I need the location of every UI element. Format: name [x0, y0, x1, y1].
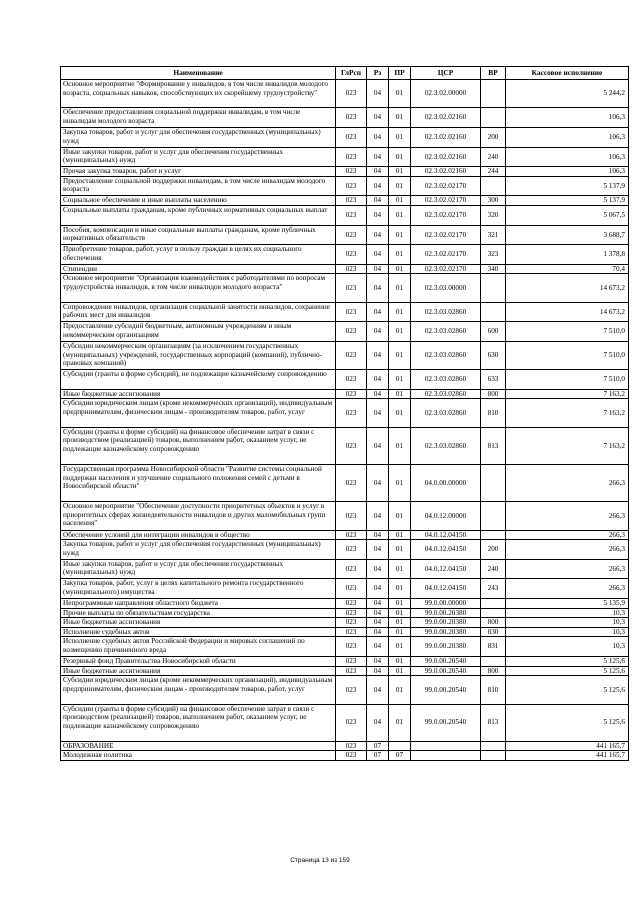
cell-amount: 441 165,7 [506, 741, 629, 751]
cell-glrsp: 023 [336, 627, 367, 637]
cell-name: Непрограммные направления областного бюджета [61, 599, 336, 609]
cell-name: Иные закупки товаров, работ и услуг для обеспечения государственных (муниципальных) нужд [61, 559, 336, 579]
cell-name: Пособия, компенсации и иные социальные выплаты гражданам, кроме публичных нормативных обязательств [61, 225, 336, 245]
cell-pr: 01 [389, 80, 411, 108]
cell-name: Основное мероприятие "Формирование у инвалидов, в том числе инвалидов молодого возраста, социальных навыков, способствующих их скорейшему трудоустройству" [61, 80, 336, 108]
cell-name: Закупка товаров, работ и услуг для обеспечения государственных (муниципальных) нужд [61, 127, 336, 147]
table-row [61, 540, 629, 560]
cell-glrsp: 023 [336, 176, 367, 196]
header-rz: Рз [367, 67, 389, 80]
cell-rz: 04 [367, 502, 389, 530]
cell-name: Иные бюджетные ассигнования [61, 618, 336, 628]
cell-glrsp: 023 [336, 225, 367, 245]
cell-glrsp: 023 [336, 579, 367, 599]
cell-name: Основное мероприятие "Обеспечение доступности приоритетных объектов и услуг в приоритетных сферах жизнедеятельности инвалидов и других маломобильных групп населения" [61, 502, 336, 530]
cell-csr: 02.3.02.02160 [411, 147, 481, 167]
cell-csr: 02.3.02.02170 [411, 225, 481, 245]
table-row [61, 399, 629, 427]
table-row [61, 608, 629, 618]
cell-name: Предоставление субсидий бюджетным, автономным учреждениям и иным некоммерческим организациям [61, 322, 336, 342]
cell-amount: 5 244,2 [506, 80, 629, 108]
cell-glrsp: 023 [336, 389, 367, 399]
cell-glrsp: 023 [336, 264, 367, 274]
cell-rz: 04 [367, 322, 389, 342]
cell-amount: 7 163,2 [506, 389, 629, 399]
cell-pr: 01 [389, 704, 411, 741]
cell-csr [411, 751, 481, 761]
cell-pr: 01 [389, 502, 411, 530]
cell-rz: 04 [367, 637, 389, 657]
table-row [61, 302, 629, 322]
cell-pr: 01 [389, 399, 411, 427]
cell-amount: 10,3 [506, 637, 629, 657]
table-row [61, 389, 629, 399]
cell-vr: 800 [481, 666, 506, 676]
cell-pr: 01 [389, 225, 411, 245]
cell-pr: 01 [389, 274, 411, 302]
cell-rz: 04 [367, 427, 389, 464]
cell-pr: 01 [389, 302, 411, 322]
cell-vr [481, 599, 506, 609]
cell-csr: 99.0.00.20540 [411, 656, 481, 666]
cell-rz: 04 [367, 627, 389, 637]
cell-glrsp: 023 [336, 205, 367, 225]
cell-amount: 1 378,8 [506, 245, 629, 265]
cell-name: Иные бюджетные ассигнования [61, 389, 336, 399]
cell-name: Иные закупки товаров, работ и услуг для обеспечения государственных (муниципальных) нужд [61, 147, 336, 167]
table-row [61, 618, 629, 628]
cell-pr: 01 [389, 322, 411, 342]
cell-vr [481, 608, 506, 618]
cell-amount: 3 688,7 [506, 225, 629, 245]
cell-vr [481, 176, 506, 196]
table-row [61, 656, 629, 666]
cell-vr: 800 [481, 618, 506, 628]
cell-glrsp: 023 [336, 559, 367, 579]
cell-csr: 02.3.02.02170 [411, 264, 481, 274]
cell-name: Стипендии [61, 264, 336, 274]
cell-name: Субсидии юридическим лицам (кроме некоммерческих организаций), индивидуальным предпринимателям, физическим лицам - производителям товаров, работ, услуг [61, 399, 336, 427]
cell-amount: 106,3 [506, 127, 629, 147]
cell-vr [481, 530, 506, 540]
cell-rz: 04 [367, 559, 389, 579]
cell-amount: 5 125,6 [506, 704, 629, 741]
cell-rz: 04 [367, 676, 389, 704]
cell-rz: 04 [367, 264, 389, 274]
cell-pr: 01 [389, 147, 411, 167]
cell-vr: 813 [481, 427, 506, 464]
header-glrsp: ГлРсп [336, 67, 367, 80]
cell-glrsp: 023 [336, 427, 367, 464]
table-row [61, 176, 629, 196]
cell-csr: 04.0.00.00000 [411, 465, 481, 502]
cell-csr: 02.3.03.02860 [411, 341, 481, 369]
cell-glrsp: 023 [336, 618, 367, 628]
cell-rz: 04 [367, 465, 389, 502]
table-row [61, 559, 629, 579]
cell-glrsp: 023 [336, 704, 367, 741]
cell-csr: 99.0.00.20380 [411, 637, 481, 657]
header-csr: ЦСР [411, 67, 481, 80]
cell-amount: 266,3 [506, 559, 629, 579]
cell-vr: 800 [481, 389, 506, 399]
cell-name: Субсидии (гранты в форме субсидий) на финансовое обеспечение затрат в связи с производством (реализацией) товаров, выполнением работ, оказанием услуг, не подлежащие казначейскому сопровождению [61, 704, 336, 741]
cell-name: Субсидии (гранты в форме субсидий) на финансовое обеспечение затрат в связи с производством (реализацией) товаров, выполнением работ, оказанием услуг, не подлежащие казначейскому сопровождению [61, 427, 336, 464]
cell-vr [481, 502, 506, 530]
table-row [61, 676, 629, 704]
cell-name: Прочая закупка товаров, работ и услуг [61, 167, 336, 177]
cell-csr: 02.3.02.02170 [411, 245, 481, 265]
cell-amount: 7 510,0 [506, 370, 629, 390]
cell-rz: 04 [367, 399, 389, 427]
cell-pr [389, 741, 411, 751]
cell-name: Государственная программа Новосибирской области "Развитие системы социальной поддержки населения и улучшение социального положения семей с детьми в Новосибирской области" [61, 465, 336, 502]
header-vr: ВР [481, 67, 506, 80]
cell-rz: 04 [367, 225, 389, 245]
cell-csr: 02.3.02.02170 [411, 196, 481, 206]
budget-table-sheet [60, 66, 628, 761]
cell-rz: 04 [367, 704, 389, 741]
table-row [61, 502, 629, 530]
cell-csr: 02.3.02.02170 [411, 205, 481, 225]
table-row [61, 579, 629, 599]
table-row [61, 530, 629, 540]
budget-execution-table [60, 66, 629, 761]
cell-glrsp: 023 [336, 341, 367, 369]
cell-vr [481, 108, 506, 128]
cell-glrsp: 023 [336, 656, 367, 666]
table-row [61, 666, 629, 676]
cell-csr: 99.0.00.20380 [411, 608, 481, 618]
cell-vr: 240 [481, 559, 506, 579]
cell-glrsp: 023 [336, 322, 367, 342]
cell-amount: 266,3 [506, 540, 629, 560]
cell-pr: 01 [389, 196, 411, 206]
table-row [61, 108, 629, 128]
cell-glrsp: 023 [336, 196, 367, 206]
table-row [61, 465, 629, 502]
cell-csr: 02.3.02.00000 [411, 80, 481, 108]
cell-rz: 04 [367, 370, 389, 390]
cell-rz: 04 [367, 80, 389, 108]
cell-csr: 02.3.02.02160 [411, 108, 481, 128]
cell-pr: 01 [389, 656, 411, 666]
cell-csr: 99.0.00.20540 [411, 676, 481, 704]
cell-csr: 04.0.12.04150 [411, 530, 481, 540]
header-name: Наименование [61, 67, 336, 80]
cell-vr: 323 [481, 245, 506, 265]
cell-csr: 99.0.00.20380 [411, 627, 481, 637]
cell-csr: 04.0.12.00000 [411, 502, 481, 530]
cell-amount: 5 125,6 [506, 656, 629, 666]
cell-amount: 10,3 [506, 618, 629, 628]
cell-glrsp: 023 [336, 108, 367, 128]
cell-pr: 01 [389, 676, 411, 704]
cell-csr: 02.3.02.02160 [411, 127, 481, 147]
cell-name: Исполнение судебных актов Российской Федерации и мировых соглашений по возмещению причиненного вреда [61, 637, 336, 657]
cell-name: Субсидии некоммерческим организациям (за исключением государственных (муниципальных) учреждений, государственных корпораций (компаний), публично-правовых компаний) [61, 341, 336, 369]
cell-rz: 04 [367, 341, 389, 369]
cell-amount: 266,3 [506, 530, 629, 540]
cell-amount: 266,3 [506, 465, 629, 502]
cell-glrsp: 023 [336, 245, 367, 265]
cell-amount: 14 673,2 [506, 274, 629, 302]
cell-pr: 01 [389, 465, 411, 502]
cell-amount: 266,3 [506, 579, 629, 599]
table-row [61, 637, 629, 657]
cell-pr: 01 [389, 427, 411, 464]
cell-rz: 04 [367, 389, 389, 399]
cell-pr: 01 [389, 389, 411, 399]
cell-glrsp: 023 [336, 637, 367, 657]
cell-rz: 04 [367, 302, 389, 322]
cell-pr: 01 [389, 264, 411, 274]
cell-csr: 99.0.00.00000 [411, 599, 481, 609]
cell-rz: 04 [367, 167, 389, 177]
cell-vr [481, 751, 506, 761]
cell-vr: 810 [481, 676, 506, 704]
cell-name: ОБРАЗОВАНИЕ [61, 741, 336, 751]
cell-pr: 01 [389, 127, 411, 147]
cell-name: Молодежная политика [61, 751, 336, 761]
cell-pr: 01 [389, 108, 411, 128]
cell-rz: 04 [367, 540, 389, 560]
cell-amount: 7 163,2 [506, 427, 629, 464]
cell-csr: 02.3.03.00000 [411, 274, 481, 302]
cell-glrsp: 023 [336, 608, 367, 618]
cell-csr: 02.3.03.02860 [411, 302, 481, 322]
table-row [61, 341, 629, 369]
cell-rz: 04 [367, 666, 389, 676]
table-row [61, 741, 629, 751]
cell-amount: 7 510,0 [506, 341, 629, 369]
cell-csr: 02.3.02.02170 [411, 176, 481, 196]
cell-amount: 7 163,2 [506, 399, 629, 427]
cell-amount: 106,3 [506, 147, 629, 167]
cell-glrsp: 023 [336, 751, 367, 761]
cell-amount: 5 125,6 [506, 676, 629, 704]
table-row [61, 599, 629, 609]
cell-pr: 07 [389, 751, 411, 761]
cell-amount: 266,3 [506, 502, 629, 530]
cell-name: Обеспечение предоставления социальной поддержки инвалидам, в том числе инвалидам молодого возраста [61, 108, 336, 128]
cell-vr: 600 [481, 322, 506, 342]
cell-name: Приобретение товаров, работ, услуг в пользу граждан в целях их социального обеспечения [61, 245, 336, 265]
cell-glrsp: 023 [336, 370, 367, 390]
cell-pr: 01 [389, 245, 411, 265]
cell-name: Субсидии юридическим лицам (кроме некоммерческих организаций), индивидуальным предпринимателям, физическим лицам - производителям товаров, работ, услуг [61, 676, 336, 704]
cell-vr: 831 [481, 637, 506, 657]
table-row [61, 80, 629, 108]
cell-vr: 321 [481, 225, 506, 245]
cell-csr: 04.0.12.04150 [411, 559, 481, 579]
cell-glrsp: 023 [336, 302, 367, 322]
cell-csr: 99.0.00.20380 [411, 618, 481, 628]
cell-glrsp: 023 [336, 274, 367, 302]
table-header-row [61, 67, 629, 80]
cell-amount: 106,3 [506, 167, 629, 177]
cell-name: Иные бюджетные ассигнования [61, 666, 336, 676]
cell-rz: 04 [367, 579, 389, 599]
cell-rz: 04 [367, 274, 389, 302]
cell-amount: 5 067,5 [506, 205, 629, 225]
cell-name: Прочие выплаты по обязательствам государства [61, 608, 336, 618]
cell-rz: 04 [367, 618, 389, 628]
cell-rz: 04 [367, 656, 389, 666]
cell-rz: 04 [367, 127, 389, 147]
cell-pr: 01 [389, 167, 411, 177]
cell-glrsp: 023 [336, 599, 367, 609]
table-row [61, 370, 629, 390]
cell-rz: 07 [367, 751, 389, 761]
cell-pr: 01 [389, 599, 411, 609]
cell-pr: 01 [389, 176, 411, 196]
cell-vr: 810 [481, 399, 506, 427]
cell-csr: 99.0.00.20540 [411, 666, 481, 676]
cell-rz: 04 [367, 245, 389, 265]
cell-vr [481, 302, 506, 322]
table-row [61, 127, 629, 147]
cell-name: Субсидии (гранты в форме субсидий), не подлежащие казначейскому сопровождению [61, 370, 336, 390]
cell-vr: 243 [481, 579, 506, 599]
cell-glrsp: 023 [336, 540, 367, 560]
cell-glrsp: 023 [336, 147, 367, 167]
table-row [61, 274, 629, 302]
cell-pr: 01 [389, 370, 411, 390]
cell-csr: 02.3.03.02860 [411, 389, 481, 399]
cell-vr: 240 [481, 147, 506, 167]
cell-rz: 04 [367, 196, 389, 206]
cell-vr: 630 [481, 341, 506, 369]
page-number-footer: Страница 13 из 159 [290, 857, 350, 864]
cell-glrsp: 023 [336, 465, 367, 502]
cell-amount: 5 125,6 [506, 666, 629, 676]
cell-csr: 04.0.12.04150 [411, 579, 481, 599]
cell-amount: 5 135,9 [506, 599, 629, 609]
cell-amount: 7 510,0 [506, 322, 629, 342]
cell-csr: 02.3.03.02860 [411, 399, 481, 427]
cell-pr: 01 [389, 637, 411, 657]
table-row [61, 751, 629, 761]
cell-vr [481, 656, 506, 666]
cell-csr: 04.0.12.04150 [411, 540, 481, 560]
cell-csr: 02.3.03.02860 [411, 427, 481, 464]
cell-vr: 300 [481, 196, 506, 206]
table-row [61, 196, 629, 206]
table-row [61, 627, 629, 637]
cell-vr [481, 465, 506, 502]
cell-name: Социальное обеспечение и иные выплаты населению [61, 196, 336, 206]
cell-name: Основное мероприятие "Организация взаимодействия с работодателями по вопросам трудоустройства инвалидов, в том числе инвалидов молодого возраста" [61, 274, 336, 302]
cell-glrsp: 023 [336, 80, 367, 108]
cell-name: Социальные выплаты гражданам, кроме публичных нормативных социальных выплат [61, 205, 336, 225]
cell-glrsp: 023 [336, 127, 367, 147]
cell-vr: 830 [481, 627, 506, 637]
cell-pr: 01 [389, 618, 411, 628]
cell-pr: 01 [389, 559, 411, 579]
table-row [61, 322, 629, 342]
cell-pr: 01 [389, 627, 411, 637]
cell-vr: 200 [481, 127, 506, 147]
cell-name: Закупка товаров, работ и услуг для обеспечения государственных (муниципальных) нужд [61, 540, 336, 560]
cell-vr: 340 [481, 264, 506, 274]
cell-rz: 04 [367, 608, 389, 618]
cell-csr: 02.3.03.02860 [411, 322, 481, 342]
cell-rz: 04 [367, 599, 389, 609]
cell-vr: 633 [481, 370, 506, 390]
table-row [61, 167, 629, 177]
table-row [61, 704, 629, 741]
cell-rz: 04 [367, 176, 389, 196]
cell-rz: 04 [367, 205, 389, 225]
cell-vr: 320 [481, 205, 506, 225]
cell-glrsp: 023 [336, 666, 367, 676]
cell-amount: 5 137,9 [506, 176, 629, 196]
cell-glrsp: 023 [336, 399, 367, 427]
cell-pr: 01 [389, 341, 411, 369]
cell-rz: 04 [367, 108, 389, 128]
cell-pr: 01 [389, 666, 411, 676]
cell-vr: 813 [481, 704, 506, 741]
header-amount: Кассовое исполнение [506, 67, 629, 80]
cell-pr: 01 [389, 579, 411, 599]
table-row [61, 264, 629, 274]
cell-amount: 14 673,2 [506, 302, 629, 322]
cell-rz: 04 [367, 530, 389, 540]
cell-rz: 04 [367, 147, 389, 167]
cell-pr: 01 [389, 205, 411, 225]
cell-csr [411, 741, 481, 751]
cell-glrsp: 023 [336, 741, 367, 751]
cell-pr: 01 [389, 530, 411, 540]
cell-name: Закупка товаров, работ, услуг в целях капитального ремонта государственного (муниципального) имущества [61, 579, 336, 599]
cell-glrsp: 023 [336, 167, 367, 177]
cell-glrsp: 023 [336, 530, 367, 540]
cell-amount: 70,4 [506, 264, 629, 274]
cell-csr: 02.3.02.02160 [411, 167, 481, 177]
table-row [61, 245, 629, 265]
cell-name: Предоставление социальной поддержки инвалидам, в том числе инвалидам молодого возраста [61, 176, 336, 196]
cell-amount: 10,3 [506, 627, 629, 637]
cell-csr: 99.0.00.20540 [411, 704, 481, 741]
cell-amount: 441 165,7 [506, 751, 629, 761]
cell-pr: 01 [389, 540, 411, 560]
table-row [61, 427, 629, 464]
cell-amount: 5 137,9 [506, 196, 629, 206]
cell-glrsp: 023 [336, 502, 367, 530]
table-row [61, 205, 629, 225]
cell-amount: 106,3 [506, 108, 629, 128]
cell-vr: 200 [481, 540, 506, 560]
cell-name: Исполнение судебных актов [61, 627, 336, 637]
cell-glrsp: 023 [336, 676, 367, 704]
cell-vr [481, 80, 506, 108]
table-row [61, 225, 629, 245]
cell-amount: 10,3 [506, 608, 629, 618]
cell-csr: 02.3.03.02860 [411, 370, 481, 390]
cell-vr [481, 741, 506, 751]
cell-name: Сопровождение инвалидов, организация социальной занятости инвалидов, сохранение рабочих мест для инвалидов [61, 302, 336, 322]
header-pr: ПР [389, 67, 411, 80]
cell-name: Резервный фонд Правительства Новосибирской области [61, 656, 336, 666]
cell-pr: 01 [389, 608, 411, 618]
cell-vr [481, 274, 506, 302]
cell-rz: 07 [367, 741, 389, 751]
table-row [61, 147, 629, 167]
cell-vr: 244 [481, 167, 506, 177]
cell-name: Обеспечение условий для интеграции инвалидов в общество [61, 530, 336, 540]
